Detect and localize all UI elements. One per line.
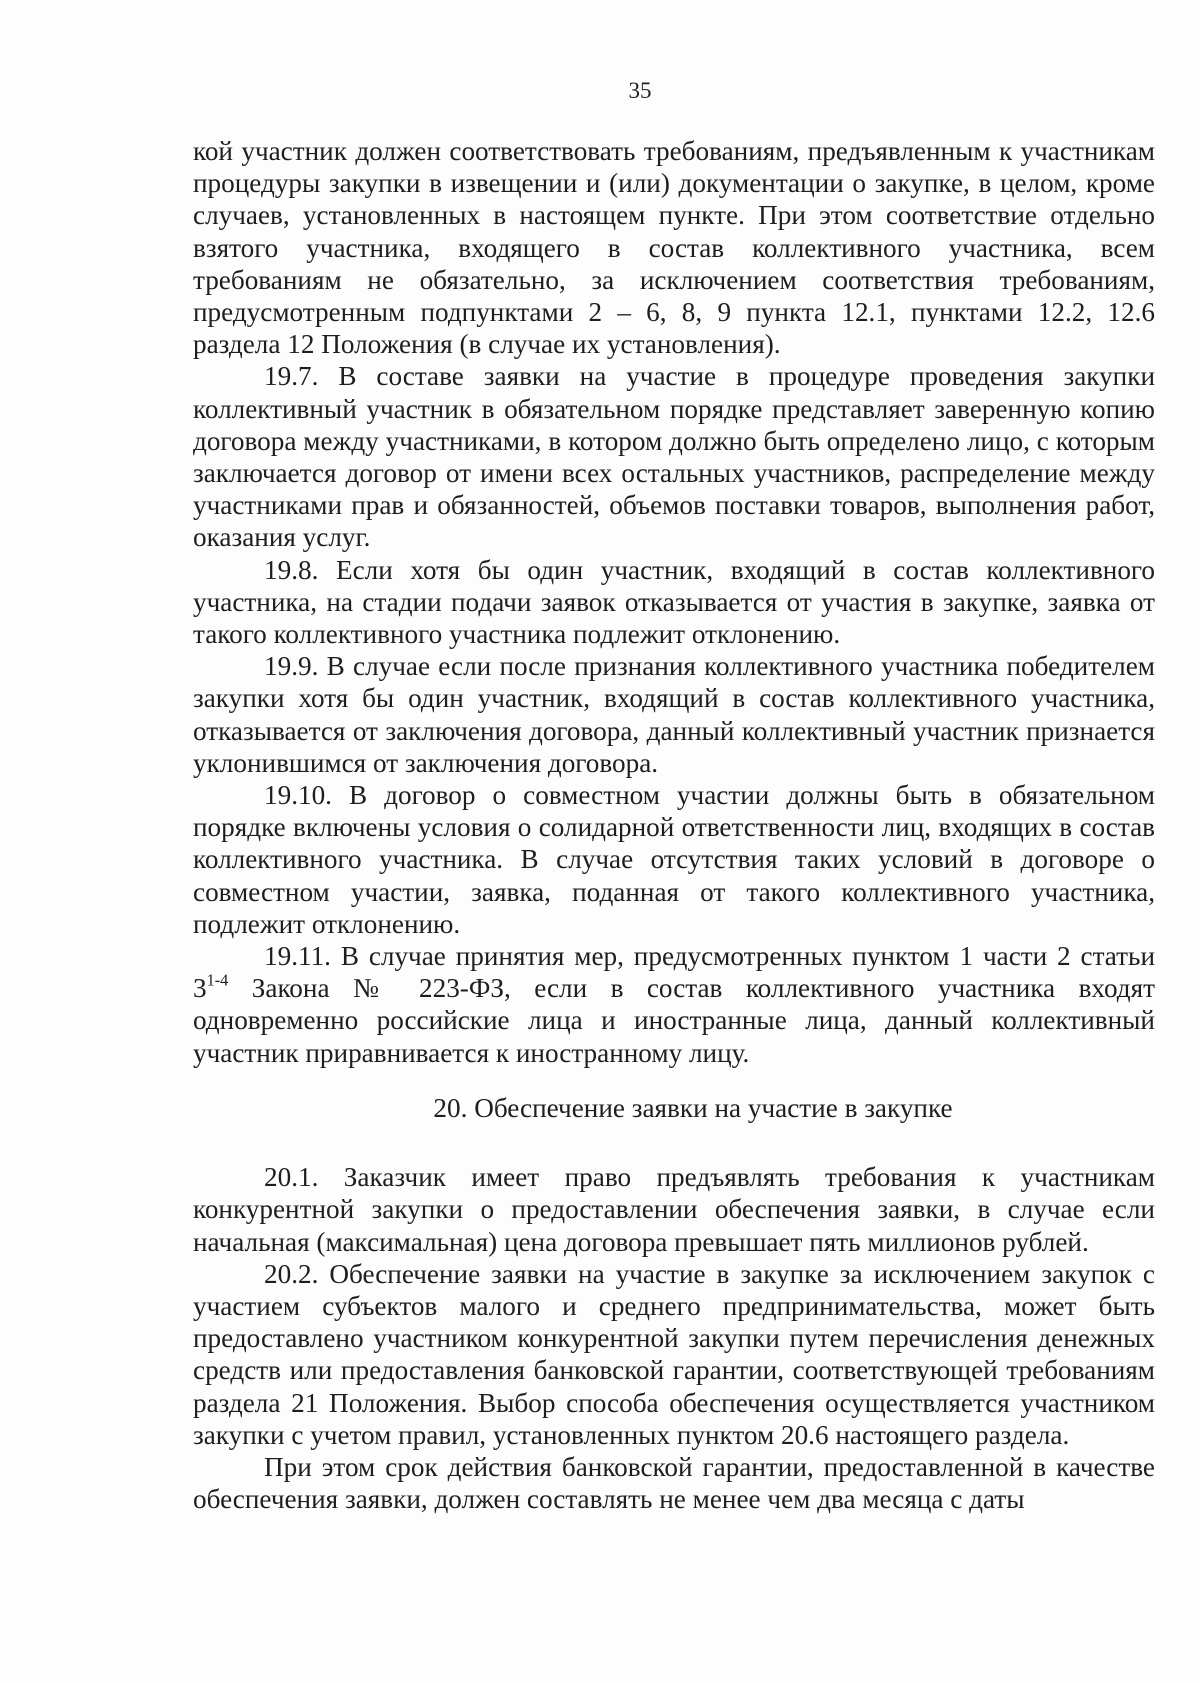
section-heading-20: 20. Обеспечение заявки на участие в закупке bbox=[433, 1092, 953, 1123]
article-superscript: 1-4 bbox=[206, 970, 229, 990]
paragraph-19-10: 19.10. В договор о совместном участии должны быть в обязательном порядке включены условия о солидарной ответственности лиц, входящих в состав коллективного участника. В случае отсутствия таких условий в договоре о совместном участии, заявка, поданная от такого коллективного участника, подлежит отклонению. bbox=[193, 780, 1155, 939]
paragraph-20-2-continuation: При этом срок действия банковской гарантии, предоставленной в качестве обеспечения заявки, должен составлять не менее чем два месяца с даты bbox=[193, 1451, 1155, 1515]
paragraph-19-8: 19.8. Если хотя бы один участник, входящий в состав коллективного участника, на стадии подачи заявок отказывается от участия в закупке, заявка от такого коллективного участника подлежит отклонению. bbox=[193, 554, 1155, 650]
paragraph-19-11-text-start: 19.11. В случае принятия мер, предусмотренных пунктом 1 части 2 статьи 3 bbox=[193, 941, 1155, 1004]
paragraph-19-9: 19.9. В случае если после признания коллективного участника победителем закупки хотя бы один участник, входящий в состав коллективного участника, отказывается от заключения договора, данный коллективный участник признается уклонившимся от заключения договора. bbox=[193, 651, 1155, 778]
page-number: 35 bbox=[628, 78, 652, 103]
paragraph-19-11 bbox=[193, 940, 1155, 1069]
paragraph-20-2: 20.2. Обеспечение заявки на участие в закупке за исключением закупок с участием субъектов малого и среднего предпринимательства, может быть предоставлено участником конкурентной закупки путем перечисления денежных средств или предоставления банковской гарантии, соответствующей требованиям раздела 21 Положения. Выбор способа обеспечения осуществляется участником закупки с учетом правил, установленных пунктом 20.6 настоящего раздела. bbox=[193, 1258, 1155, 1450]
document-body bbox=[193, 135, 1155, 1515]
paragraph-20-1: 20.1. Заказчик имеет право предъявлять требования к участникам конкурентной закупки о предоставлении обеспечения заявки, в случае если начальная (максимальная) цена договора превышает пять миллионов рублей. bbox=[193, 1162, 1155, 1257]
paragraph-continuation: кой участник должен соответствовать требованиям, предъявленным к участникам процедуры закупки в извещении и (или) документации о закупке, в целом, кроме случаев, установленных в настоящем пункте. При этом соответствие отдельно взятого участника, входящего в состав коллективного участника, всем требованиям не обязательно, за исключением соответствия требованиям, предусмотренным подпунктами 2 – 6, 8, 9 пункта 12.1, пунктами 12.2, 12.6 раздела 12 Положения (в случае их установления). bbox=[193, 136, 1155, 360]
paragraph-19-11-text-end: Закона № 223-ФЗ, если в состав коллективного участника входят одновременно российские лица и иностранные лица, данный коллективный участник приравнивается к иностранному лицу. bbox=[193, 973, 1155, 1068]
paragraph-19-7: 19.7. В составе заявки на участие в процедуре проведения закупки коллективный участник в обязательном порядке представляет заверенную копию договора между участниками, в котором должно быть определено лицо, с которым заключается договор от имени всех остальных участников, распределение между участниками прав и обязанностей, объемов поставки товаров, выполнения работ, оказания услуг. bbox=[193, 361, 1155, 553]
